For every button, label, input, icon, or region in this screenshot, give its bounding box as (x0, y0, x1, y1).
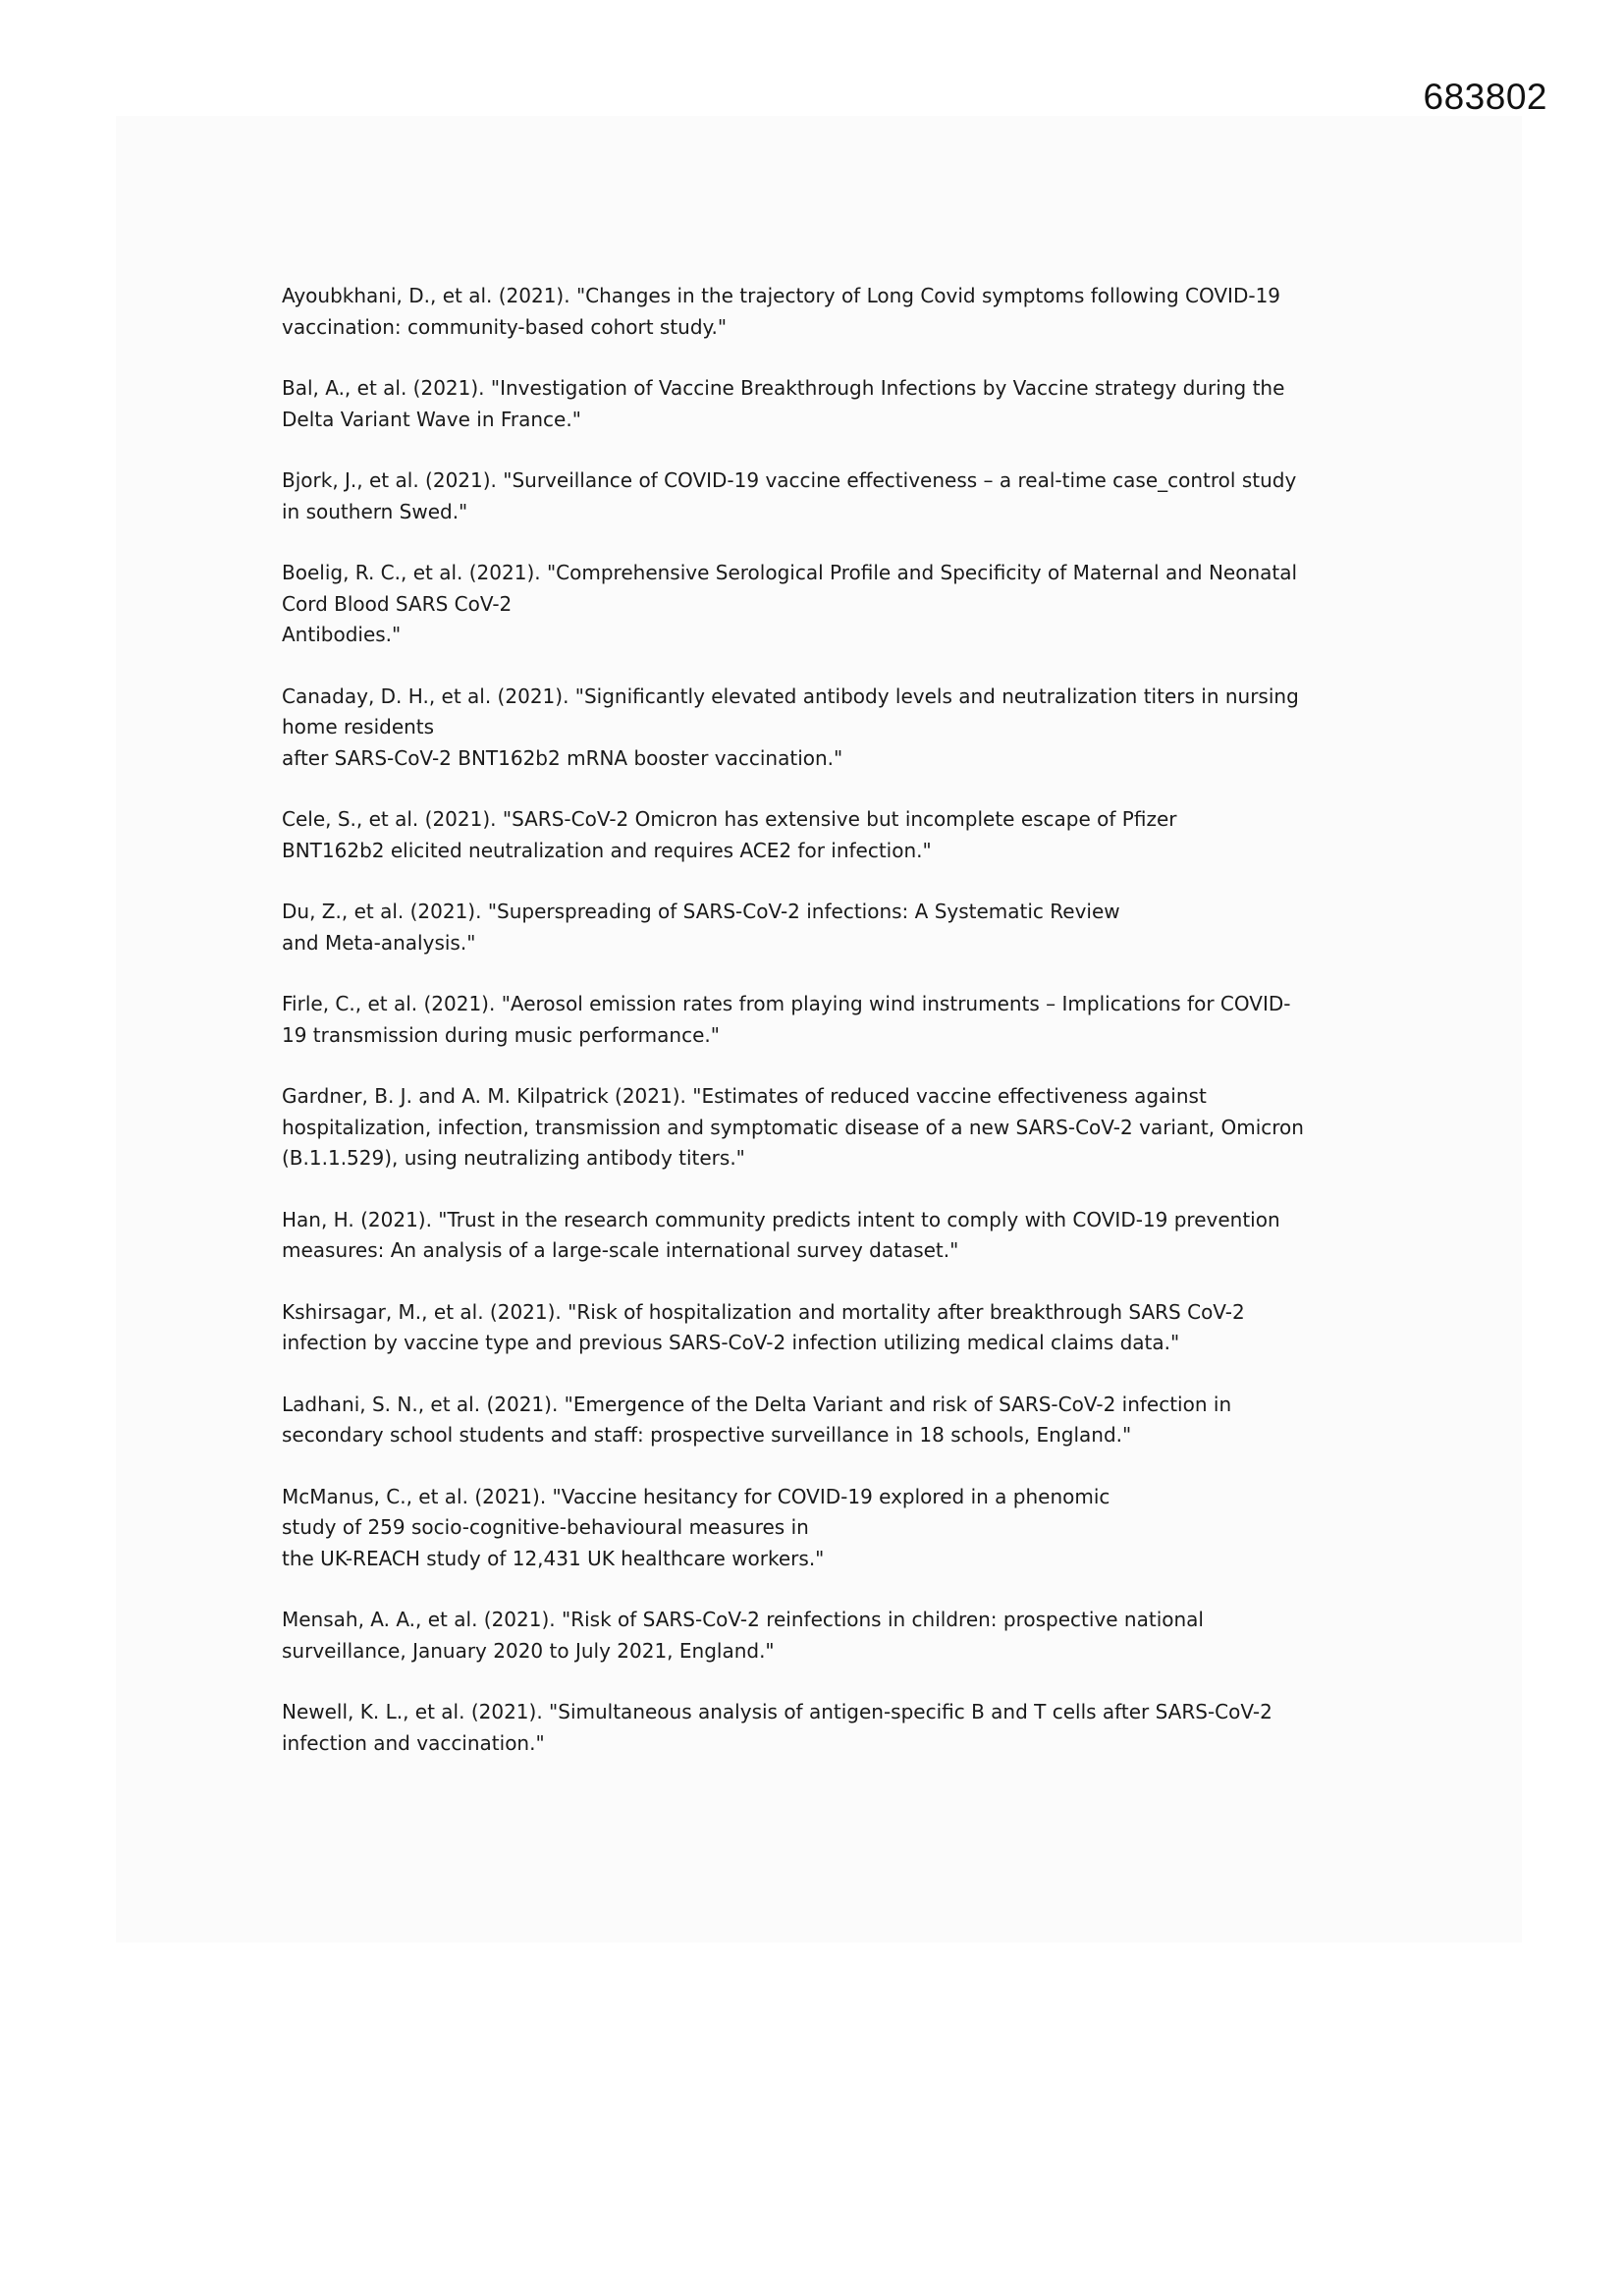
document-number: 683802 (1423, 77, 1547, 117)
reference-entry: Gardner, B. J. and A. M. Kilpatrick (2021). "Estimates of reduced vaccine effectiveness against hospitalization, infection, transmission and symptomatic disease of a new SARS-CoV-2 variant, Omicron (B.1.1.529), using neutralizing antibody titers." (282, 1084, 1304, 1170)
reference-entry: McManus, C., et al. (2021). "Vaccine hesitancy for COVID-19 explored in a phenomic study of 259 socio-cognitive-behavioural measures in the UK-REACH study of 12,431 UK healthcare workers." (282, 1484, 1110, 1570)
reference-entry: Bjork, J., et al. (2021). "Surveillance of COVID-19 vaccine effectiveness – a real-time case_control study in southern Swed." (282, 468, 1297, 523)
reference-entry: Ladhani, S. N., et al. (2021). "Emergence of the Delta Variant and risk of SARS-CoV-2 infection in secondary school students and staff: prospective surveillance in 18 schools, England." (282, 1392, 1232, 1447)
reference-entry: Newell, K. L., et al. (2021). "Simultaneous analysis of antigen-specific B and T cells after SARS-CoV-2 infection and vaccination." (282, 1700, 1272, 1755)
reference-entry: Kshirsagar, M., et al. (2021). "Risk of hospitalization and mortality after breakthrough SARS CoV-2 infection by vaccine type and previous SARS-CoV-2 infection utilizing medical claims data." (282, 1299, 1245, 1354)
reference-entry: Ayoubkhani, D., et al. (2021). "Changes in the trajectory of Long Covid symptoms following COVID-19 vaccination: community-based cohort study." (282, 284, 1281, 339)
reference-entry: Cele, S., et al. (2021). "SARS-CoV-2 Omicron has extensive but incomplete escape of Pfizer BNT162b2 elicited neutralization and requires ACE2 for infection." (282, 807, 1177, 862)
reference-entry: Du, Z., et al. (2021). "Superspreading of SARS-CoV-2 infections: A Systematic Review and Meta-analysis." (282, 900, 1120, 955)
reference-entry: Han, H. (2021). "Trust in the research community predicts intent to comply with COVID-19 prevention measures: An analysis of a large-scale international survey dataset." (282, 1207, 1280, 1262)
reference-entry: Boelig, R. C., et al. (2021). "Comprehensive Serological Profile and Specificity of Maternal and Neonatal Cord Blood SARS CoV-2 Antibodies." (282, 561, 1298, 646)
reference-entry: Mensah, A. A., et al. (2021). "Risk of SARS-CoV-2 reinfections in children: prospective national surveillance, January 2020 to July 2021, England." (282, 1608, 1204, 1663)
reference-list (282, 281, 1381, 1789)
reference-entry: Canaday, D. H., et al. (2021). "Significantly elevated antibody levels and neutralization titers in nursing home residents after SARS-CoV-2 BNT162b2 mRNA booster vaccination." (282, 683, 1299, 770)
reference-entry: Bal, A., et al. (2021). "Investigation of Vaccine Breakthrough Infections by Vaccine strategy during the Delta Variant Wave in France." (282, 376, 1285, 431)
reference-entry: Firle, C., et al. (2021). "Aerosol emission rates from playing wind instruments – Implications for COVID- 19 transmission during music performance." (282, 992, 1291, 1047)
